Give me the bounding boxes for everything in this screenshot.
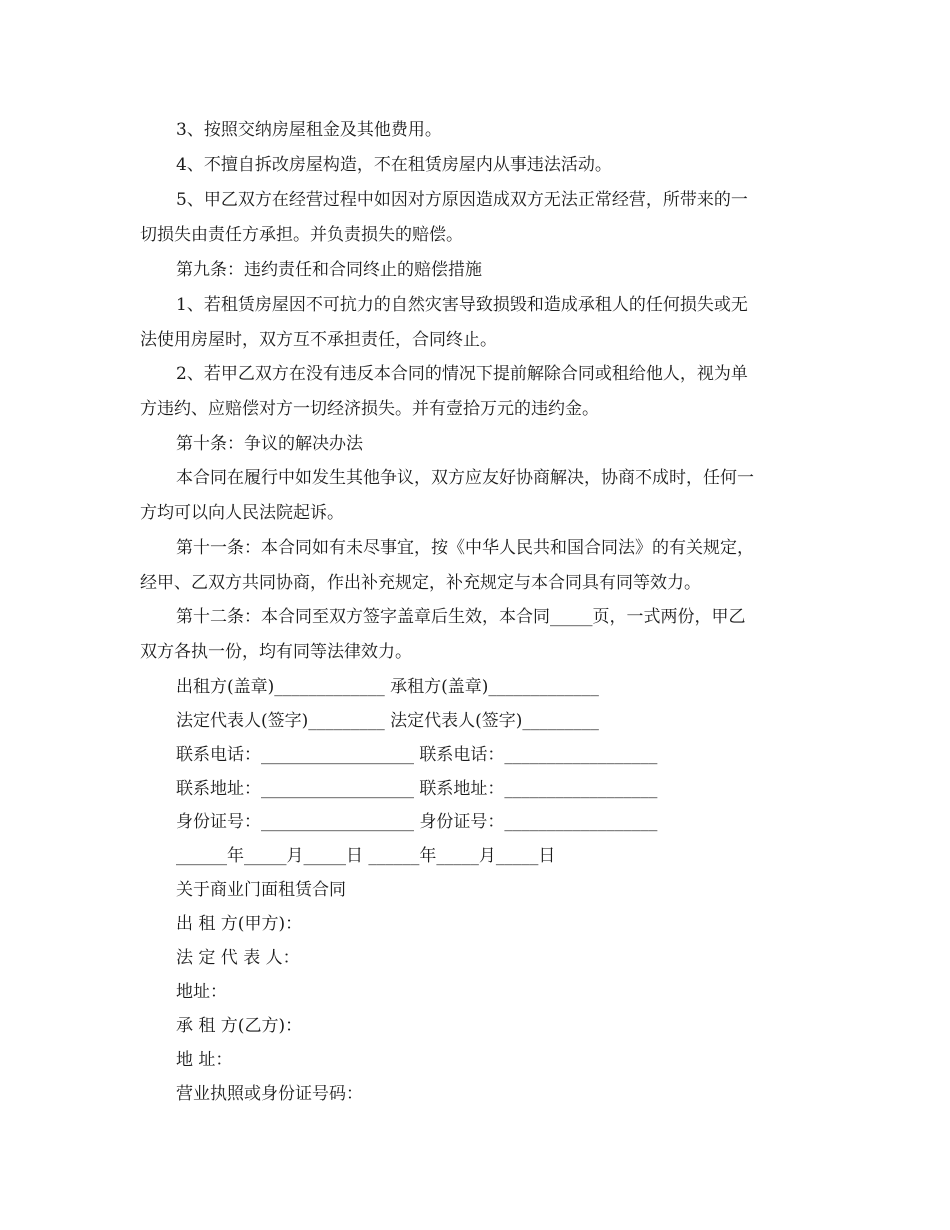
article-9-heading: 第九条：违约责任和合同终止的赔偿措施 (176, 260, 482, 280)
article-9-item-2-line-2: 方违约、应赔偿对方一切经济损失。并有壹拾万元的违约金。 (140, 399, 599, 419)
article-11-line-1: 第十一条：本合同如有未尽事宜，按《中华人民共和国合同法》的有关规定， (176, 538, 754, 558)
id-number-line: 身份证号：__________________ 身份证号：__________________ (176, 812, 658, 832)
article-12-line-1: 第十二条：本合同至双方签字盖章后生效，本合同_____页，一式两份，甲乙 (176, 607, 746, 627)
article-9-item-1-line-1: 1、若租赁房屋因不可抗力的自然灾害导致损毁和造成承租人的任何损失或无 (176, 295, 748, 315)
lessor-field: 出 租 方(甲方)： (176, 914, 303, 934)
clause-8-item-5-line-2: 切损失由责任方承担。并负责损失的赔偿。 (140, 225, 463, 245)
article-10-text-line-1: 本合同在履行中如发生其他争议，双方应友好协商解决，协商不成时，任何一 (176, 468, 754, 488)
article-11-line-2: 经甲、乙双方共同协商，作出补充规定，补充规定与本合同具有同等效力。 (140, 573, 701, 593)
clause-8-item-4: 4、不擅自拆改房屋构造，不在租赁房屋内从事违法活动。 (176, 155, 612, 175)
date-line: ______年_____月_____日 ______年_____月_____日 (176, 846, 556, 866)
contact-address-line: 联系地址：__________________ 联系地址：__________________ (176, 779, 658, 799)
legal-representative-field: 法 定 代 表 人： (176, 948, 300, 968)
lessee-address-field: 地 址： (176, 1050, 233, 1070)
clause-8-item-5-line-1: 5、甲乙双方在经营过程中如因对方原因造成双方无法正常经营，所带来的一 (176, 190, 748, 210)
new-contract-title: 关于商业门面租赁合同 (176, 880, 346, 900)
article-9-item-2-line-1: 2、若甲乙双方在没有违反本合同的情况下提前解除合同或租给他人，视为单 (176, 364, 748, 384)
article-10-heading: 第十条：争议的解决办法 (176, 434, 363, 454)
license-or-id-field: 营业执照或身份证号码： (176, 1084, 363, 1104)
signature-seal-line: 出租方(盖章)_____________ 承租方(盖章)_____________ (176, 677, 599, 697)
signature-representative-line: 法定代表人(签字)_________ 法定代表人(签字)_________ (176, 711, 599, 731)
article-9-item-1-line-2: 法使用房屋时，双方互不承担责任，合同终止。 (140, 330, 497, 350)
article-12-line-2: 双方各执一份，均有同等法律效力。 (140, 642, 412, 662)
lessor-address-field: 地址： (176, 982, 227, 1002)
lessee-field: 承 租 方(乙方)： (176, 1016, 303, 1036)
clause-8-item-3: 3、按照交纳房屋租金及其他费用。 (176, 120, 442, 140)
article-10-text-line-2: 方均可以向人民法院起诉。 (140, 503, 344, 523)
contact-phone-line: 联系电话：__________________ 联系电话：__________________ (176, 745, 658, 765)
